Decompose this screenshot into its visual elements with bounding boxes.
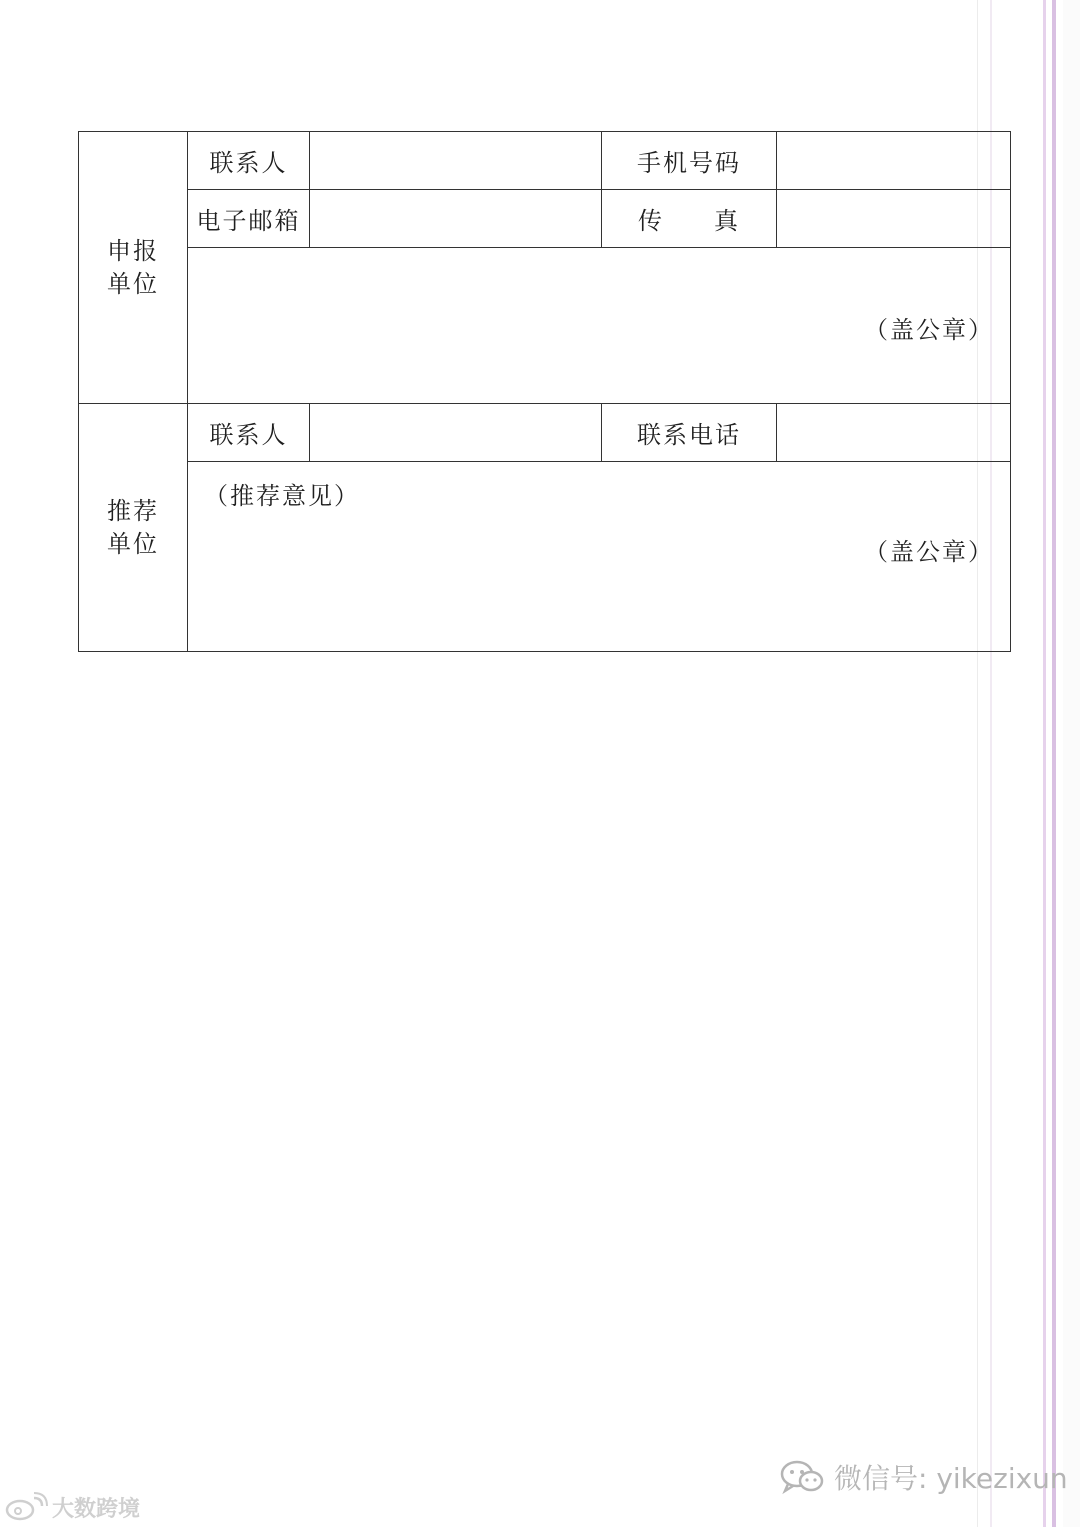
applicant-mobile-label: 手机号码 xyxy=(602,132,777,190)
recommender-opinion-area[interactable] xyxy=(188,462,1011,652)
recommender-label-line1: 推荐 xyxy=(107,496,159,525)
applicant-mobile-field[interactable] xyxy=(777,132,1011,190)
fax-label-part1: 传 xyxy=(638,207,664,235)
applicant-contact-label: 联系人 xyxy=(188,132,310,190)
applicant-seal-text: （盖公章） xyxy=(864,316,994,344)
applicant-section-label xyxy=(79,132,188,404)
wechat-icon xyxy=(778,1459,826,1495)
applicant-label-line1: 申报 xyxy=(107,236,159,265)
applicant-email-row xyxy=(79,190,1011,248)
applicant-label-line2: 单位 xyxy=(107,269,159,298)
scan-edge-line xyxy=(1052,0,1056,1527)
applicant-fax-label xyxy=(602,190,777,248)
recommender-phone-label: 联系电话 xyxy=(602,404,777,462)
applicant-seal-area[interactable] xyxy=(188,248,1011,404)
recommender-contact-field[interactable] xyxy=(310,404,602,462)
scan-edge-margin xyxy=(1063,0,1080,1527)
weibo-watermark xyxy=(4,1490,140,1524)
applicant-contact-field[interactable] xyxy=(310,132,602,190)
wechat-watermark xyxy=(778,1455,1068,1499)
recommender-opinion-label: （推荐意见） xyxy=(204,482,360,510)
recommender-contact-label: 联系人 xyxy=(188,404,310,462)
recommender-seal-text: （盖公章） xyxy=(864,538,994,566)
applicant-fax-field[interactable] xyxy=(777,190,1011,248)
weibo-text: 大数跨境 xyxy=(52,1496,141,1522)
wechat-id-text: 微信号: yikezixun xyxy=(834,1462,1068,1495)
scan-edge-line xyxy=(1043,0,1046,1527)
fax-label-part2: 真 xyxy=(714,207,740,235)
applicant-contact-row xyxy=(79,132,1011,190)
applicant-seal-row xyxy=(79,248,1011,404)
recommender-opinion-row xyxy=(79,462,1011,652)
recommender-label-line2: 单位 xyxy=(107,529,159,558)
applicant-email-field[interactable] xyxy=(310,190,602,248)
recommender-phone-field[interactable] xyxy=(777,404,1011,462)
recommender-section-label xyxy=(79,404,188,652)
application-form-table xyxy=(78,131,1011,652)
recommender-contact-row xyxy=(79,404,1011,462)
weibo-icon xyxy=(4,1492,48,1522)
applicant-email-label: 电子邮箱 xyxy=(188,190,310,248)
